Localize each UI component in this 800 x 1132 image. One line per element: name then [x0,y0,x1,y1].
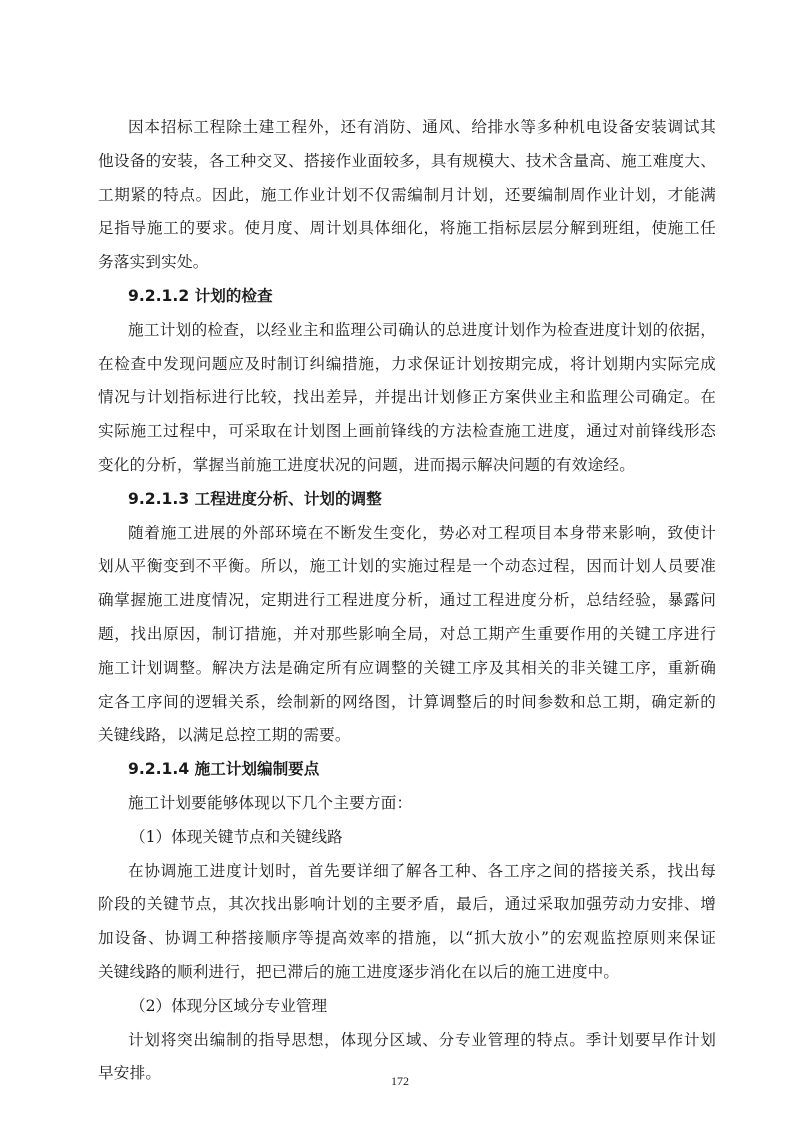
item-1-paragraph [98,855,716,990]
paragraph-line: 关键线路的顺利进行，把已滞后的施工进度逐步消化在以后的施工进度中。 [98,962,620,981]
paragraph-line: 定各工序间的逻辑关系，绘制新的网络图，计算调整后的时间参数和总工期，确定新的 [98,692,716,711]
paragraph-line: 变化的分析，掌握当前施工进度状况的问题，进而揭示解决问题的有效途经。 [98,455,635,474]
paragraph-line: 他设备的安装，各工种交叉、搭接作业面较多，具有规模大、技术含量高、施工难度大、 [98,151,716,170]
item-2-title: （2）体现分区域分专业管理 [130,996,328,1015]
progress-analysis-paragraph [98,517,716,754]
paragraph-line: 务落实到实处。 [98,253,209,272]
paragraph-line: 施工计划的检查，以经业主和监理公司确认的总进度计划作为检查进度计划的依据， [128,320,716,339]
paragraph-line: 足指导施工的要求。使月度、周计划具体细化，将施工指标层层分解到班组，使施工任 [98,219,716,238]
paragraph-line: 关键线路，以满足总控工期的需要。 [98,726,351,745]
paragraph-line: 施工计划调整。解决方法是确定所有应调整的关键工序及其相关的非关键工序，重新确 [98,658,716,677]
paragraph-line: 阶段的关键节点，其次找出影响计划的主要矛盾，最后，通过采取加强劳动力安排、增 [98,895,716,914]
paragraph-line: 工期紧的特点。因此，施工作业计划不仅需编制月计划，还要编制周作业计划，才能满 [98,185,716,204]
paragraph-line: 在检查中发现问题应及时制订纠编措施，力求保证计划按期完成，将计划期内实际完成 [98,354,716,373]
paragraph-line: 情况与计划指标进行比较，找出差异，并提出计划修正方案供业主和监理公司确定。在 [98,388,716,407]
plan-check-paragraph [98,314,716,483]
paragraph-line: 早安排。 [98,1064,162,1083]
section-heading-9-2-1-4: 9.2.1.4 施工计划编制要点 [128,760,320,779]
paragraph-line: 加设备、协调工种搭接顺序等提高效率的措施，以“抓大放小”的宏观监控原则来保证 [98,929,716,948]
plan-points-intro: 施工计划要能够体现以下几个主要方面： [128,793,413,812]
paragraph-line: 计划将突出编制的指导思想，体现分区域、分专业管理的特点。季计划要早作计划 [128,1030,716,1049]
document-body [98,111,716,1091]
paragraph-line: 在协调施工进度计划时，首先要详细了解各工种、各工序之间的搭接关系，找出每 [128,861,716,880]
page-number: 172 [391,1074,409,1088]
paragraph-line: 题，找出原因，制订措施，并对那些影响全局，对总工期产生重要作用的关键工序进行 [98,624,716,643]
intro-paragraph [98,111,716,280]
section-heading-9-2-1-2: 9.2.1.2 计划的检查 [128,286,273,305]
paragraph-line: 确掌握施工进度情况，定期进行工程进度分析，通过工程进度分析，总结经验，暴露问 [98,591,716,610]
paragraph-line: 划从平衡变到不平衡。所以，施工计划的实施过程是一个动态过程，因而计划人员要准 [98,557,716,576]
paragraph-line: 随着施工进展的外部环境在不断发生变化，势必对工程项目本身带来影响，致使计 [128,523,716,542]
item-1-title: （1）体现关键节点和关键线路 [130,827,343,846]
section-heading-9-2-1-3: 9.2.1.3 工程进度分析、计划的调整 [128,489,382,508]
paragraph-line: 实际施工过程中，可采取在计划图上画前锋线的方法检查施工进度，通过对前锋线形态 [98,422,716,441]
paragraph-line: 因本招标工程除土建工程外，还有消防、通风、给排水等多种机电设备安装调试其 [128,118,716,136]
